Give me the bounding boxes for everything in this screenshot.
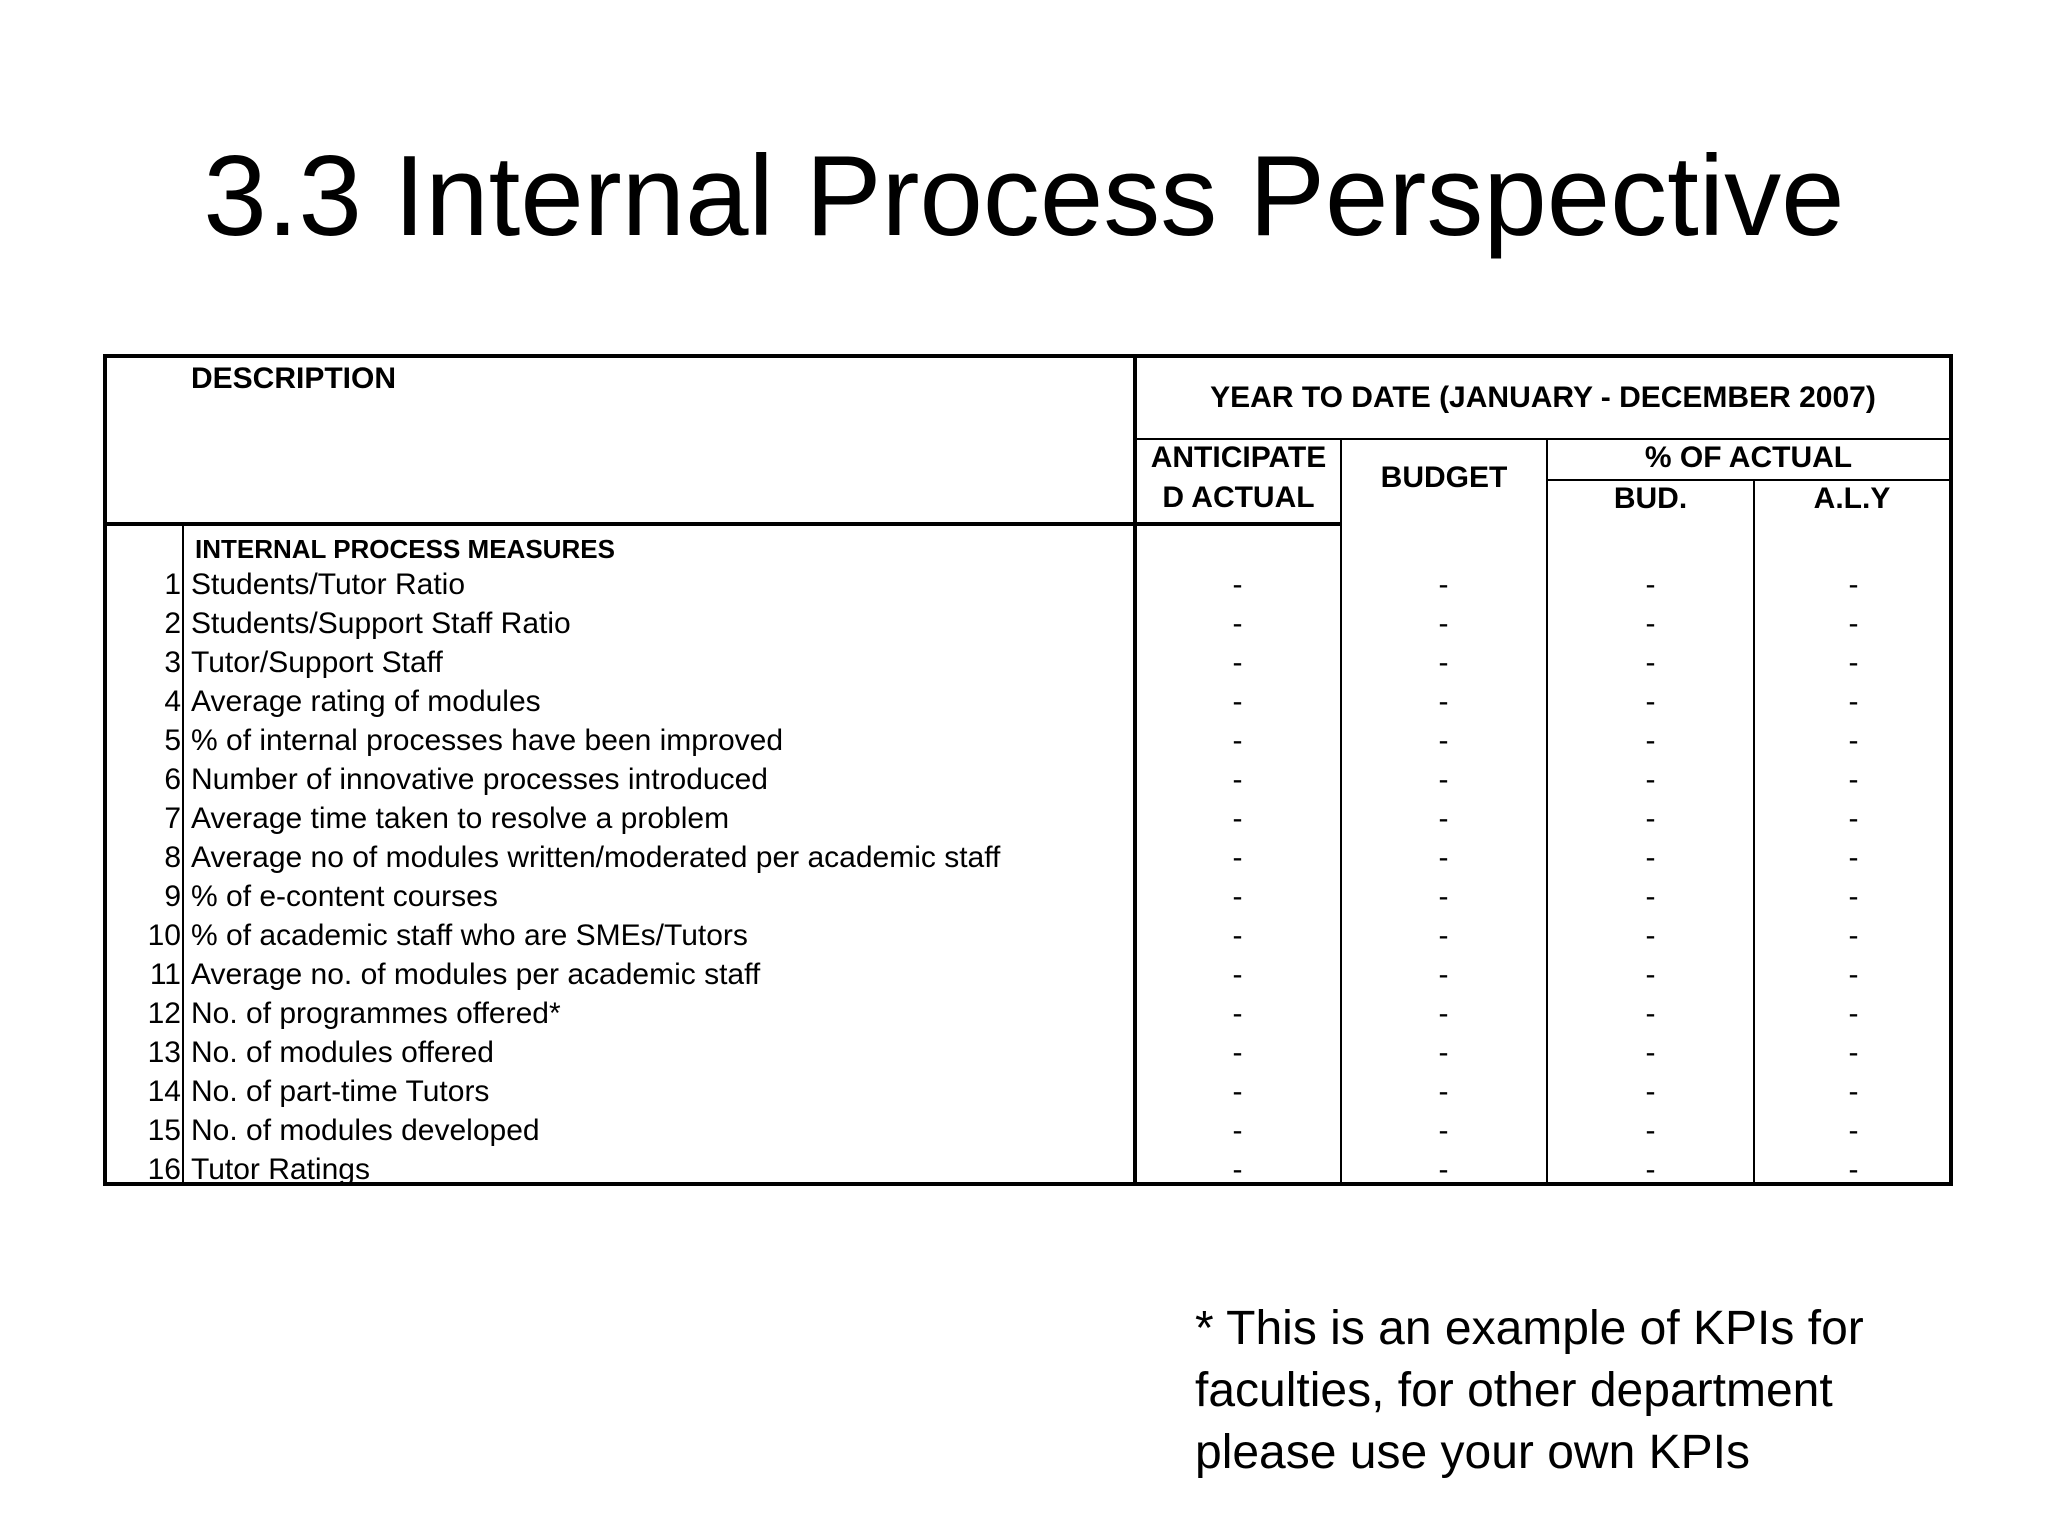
- row-number: 9: [164, 880, 181, 913]
- bud-cell: -: [1645, 763, 1656, 796]
- table-row: [107, 760, 1949, 799]
- anticipated-actual-cell: -: [1232, 802, 1243, 835]
- budget-cell: -: [1438, 724, 1449, 757]
- description-header: DESCRIPTION: [191, 362, 397, 395]
- row-description: Students/Tutor Ratio: [191, 568, 466, 601]
- bud-cell: -: [1645, 997, 1656, 1030]
- row-number: 15: [147, 1114, 181, 1147]
- footnote-line-1: * This is an example of KPIs for: [1195, 1302, 1864, 1355]
- bud-cell: -: [1645, 1075, 1656, 1108]
- bud-cell: -: [1645, 724, 1656, 757]
- anticipated-actual-cell: -: [1232, 1114, 1243, 1147]
- budget-cell: -: [1438, 568, 1449, 601]
- row-number: 3: [164, 646, 181, 679]
- row-number: 6: [164, 763, 181, 796]
- aly-cell: -: [1848, 646, 1859, 679]
- aly-cell: -: [1848, 997, 1859, 1030]
- pct-of-actual-header: % OF ACTUAL: [1644, 441, 1853, 474]
- row-number: 10: [147, 919, 181, 952]
- row-number: 2: [164, 607, 181, 640]
- bud-cell: -: [1645, 841, 1656, 874]
- bud-cell: -: [1645, 646, 1656, 679]
- aly-cell: -: [1848, 802, 1859, 835]
- table-row: [107, 565, 1949, 604]
- row-description: Average no of modules written/moderated per academic staff: [191, 841, 1001, 874]
- kpi-table: [103, 354, 1953, 1186]
- aly-cell: -: [1848, 724, 1859, 757]
- aly-cell: -: [1848, 1075, 1859, 1108]
- row-number: 5: [164, 724, 181, 757]
- aly-cell: -: [1848, 841, 1859, 874]
- row-number: 8: [164, 841, 181, 874]
- anticipated-actual-cell: -: [1232, 1075, 1243, 1108]
- budget-cell: -: [1438, 1114, 1449, 1147]
- aly-cell: -: [1848, 958, 1859, 991]
- budget-cell: -: [1438, 685, 1449, 718]
- row-description: No. of part-time Tutors: [191, 1075, 490, 1108]
- budget-cell: -: [1438, 1153, 1449, 1186]
- budget-cell: -: [1438, 607, 1449, 640]
- table-row: [107, 1072, 1949, 1111]
- row-description: % of academic staff who are SMEs/Tutors: [191, 919, 748, 952]
- aly-cell: -: [1848, 685, 1859, 718]
- anticipated-actual-cell: -: [1232, 646, 1243, 679]
- table-row: [107, 1150, 1949, 1189]
- anticipated-actual-cell: -: [1232, 724, 1243, 757]
- anticipated-actual-cell: -: [1232, 607, 1243, 640]
- bud-cell: -: [1645, 919, 1656, 952]
- table-row: [107, 604, 1949, 643]
- row-description: % of e-content courses: [191, 880, 498, 913]
- row-number: 1: [164, 568, 181, 601]
- budget-cell: -: [1438, 1036, 1449, 1069]
- budget-cell: -: [1438, 880, 1449, 913]
- anticipated-actual-cell: -: [1232, 880, 1243, 913]
- bud-cell: -: [1645, 1036, 1656, 1069]
- row-number: 11: [149, 958, 181, 991]
- aly-cell: -: [1848, 763, 1859, 796]
- row-number: 7: [164, 802, 181, 835]
- bud-cell: -: [1645, 607, 1656, 640]
- aly-cell: -: [1848, 1036, 1859, 1069]
- anticipated-actual-header-line2: D ACTUAL: [1162, 481, 1315, 514]
- aly-cell: -: [1848, 880, 1859, 913]
- aly-header: A.L.Y: [1813, 482, 1891, 515]
- aly-cell: -: [1848, 568, 1859, 601]
- period-header: YEAR TO DATE (JANUARY - DECEMBER 2007): [1210, 381, 1876, 414]
- anticipated-actual-cell: -: [1232, 841, 1243, 874]
- footnote-line-3: please use your own KPIs: [1195, 1426, 1750, 1479]
- row-description: No. of modules offered: [191, 1036, 494, 1069]
- table-row: [107, 994, 1949, 1033]
- anticipated-actual-cell: -: [1232, 997, 1243, 1030]
- bud-cell: -: [1645, 958, 1656, 991]
- bud-header: BUD.: [1613, 482, 1688, 515]
- table-row: [107, 838, 1949, 877]
- table-row: [107, 955, 1949, 994]
- row-number: 4: [164, 685, 181, 718]
- table-row: [107, 916, 1949, 955]
- header-bottom-rule: [107, 522, 1342, 526]
- anticipated-actual-cell: -: [1232, 919, 1243, 952]
- row-description: % of internal processes have been improved: [191, 724, 784, 757]
- table-row: [107, 1111, 1949, 1150]
- row-description: Average rating of modules: [191, 685, 541, 718]
- row-description: Average time taken to resolve a problem: [191, 802, 730, 835]
- row-description: Number of innovative processes introduced: [191, 763, 768, 796]
- aly-cell: -: [1848, 1114, 1859, 1147]
- bud-cell: -: [1645, 880, 1656, 913]
- budget-cell: -: [1438, 802, 1449, 835]
- anticipated-actual-cell: -: [1232, 763, 1243, 796]
- table-row: [107, 682, 1949, 721]
- row-description: Tutor/Support Staff: [191, 646, 443, 679]
- budget-header: BUDGET: [1380, 461, 1508, 494]
- row-description: Average no. of modules per academic staff: [191, 958, 761, 991]
- table-row: [107, 799, 1949, 838]
- slide-title: 3.3 Internal Process Perspective: [203, 133, 1845, 260]
- aly-cell: -: [1848, 607, 1859, 640]
- budget-cell: -: [1438, 763, 1449, 796]
- footnote-line-2: faculties, for other department: [1195, 1364, 1833, 1417]
- footnote: [1195, 1298, 1864, 1484]
- anticipated-actual-cell: -: [1232, 958, 1243, 991]
- table-row: [107, 877, 1949, 916]
- bud-cell: -: [1645, 802, 1656, 835]
- aly-cell: -: [1848, 1153, 1859, 1186]
- budget-cell: -: [1438, 1075, 1449, 1108]
- aly-cell: -: [1848, 919, 1859, 952]
- table-row: [107, 721, 1949, 760]
- row-number: 13: [147, 1036, 181, 1069]
- row-number: 16: [147, 1153, 181, 1186]
- row-description: No. of programmes offered*: [191, 997, 561, 1030]
- anticipated-actual-cell: -: [1232, 685, 1243, 718]
- section-label: INTERNAL PROCESS MEASURES: [195, 534, 615, 564]
- row-description: Tutor Ratings: [191, 1153, 370, 1186]
- row-number: 14: [147, 1075, 181, 1108]
- bud-cell: -: [1645, 1153, 1656, 1186]
- bud-cell: -: [1645, 568, 1656, 601]
- anticipated-actual-cell: -: [1232, 568, 1243, 601]
- bud-cell: -: [1645, 1114, 1656, 1147]
- budget-cell: -: [1438, 997, 1449, 1030]
- row-number: 12: [147, 997, 181, 1030]
- table-row: [107, 643, 1949, 682]
- anticipated-actual-cell: -: [1232, 1036, 1243, 1069]
- table-row: [107, 1033, 1949, 1072]
- budget-cell: -: [1438, 646, 1449, 679]
- anticipated-actual-cell: -: [1232, 1153, 1243, 1186]
- row-description: No. of modules developed: [191, 1114, 540, 1147]
- anticipated-actual-header-line1: ANTICIPATE: [1150, 441, 1327, 474]
- budget-cell: -: [1438, 958, 1449, 991]
- budget-cell: -: [1438, 919, 1449, 952]
- budget-cell: -: [1438, 841, 1449, 874]
- row-description: Students/Support Staff Ratio: [191, 607, 571, 640]
- bud-cell: -: [1645, 685, 1656, 718]
